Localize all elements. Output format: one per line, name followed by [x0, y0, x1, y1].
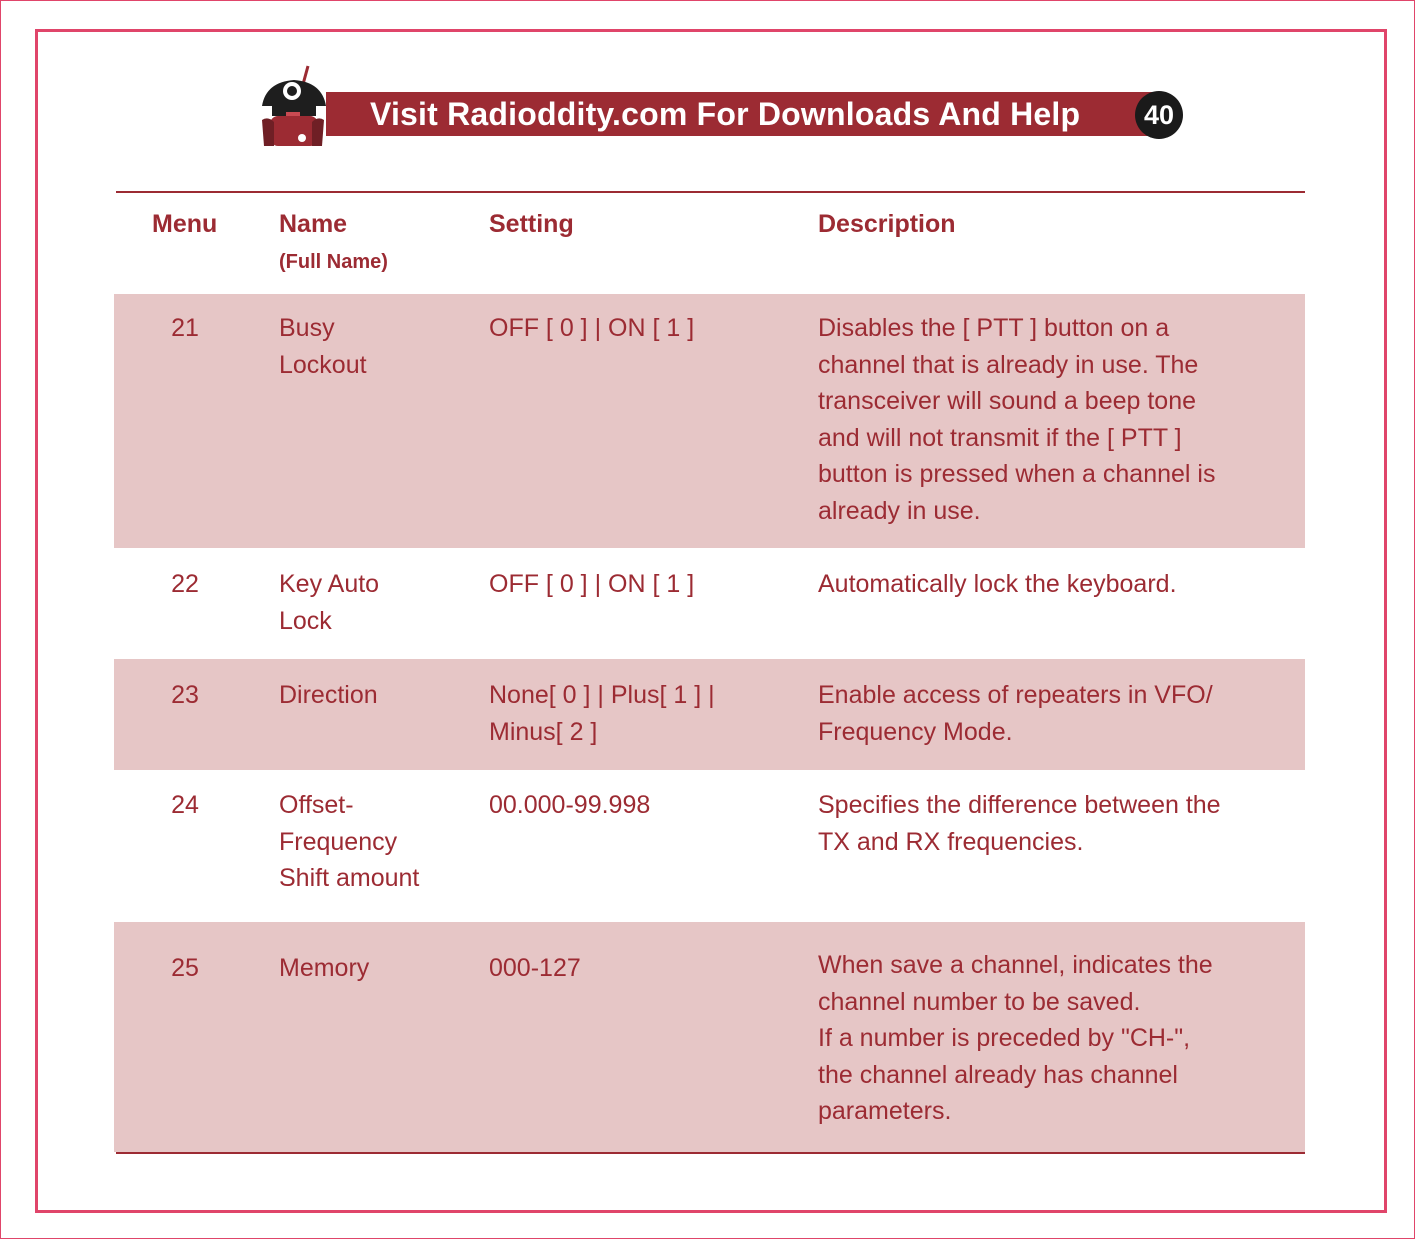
name-line: Key Auto [279, 570, 380, 598]
description-line: TX and RX frequencies. [818, 827, 1084, 856]
description-line: Disables the [ PTT ] button on a [818, 314, 1170, 342]
name-line: Direction [279, 681, 378, 709]
description-line: the channel already has channel [818, 1060, 1178, 1089]
description-line: Frequency Mode. [818, 717, 1013, 746]
description-line: channel that is already in use. The [818, 350, 1199, 379]
row-menu-number: 21 [171, 314, 199, 342]
setting-line: 00.000-99.998 [489, 791, 651, 819]
description-line: Enable access of repeaters in VFO/ [818, 681, 1213, 709]
description-line: Specifies the difference between the [818, 791, 1221, 819]
row-setting [489, 677, 809, 750]
robot-logo-icon [256, 62, 330, 150]
row-menu-number: 24 [171, 791, 199, 819]
description-line: channel number to be saved. [818, 987, 1141, 1016]
description-line: already in use. [818, 496, 981, 525]
page-number-badge: 40 [1135, 91, 1183, 139]
setting-line: 000-127 [489, 954, 581, 982]
row-description [818, 947, 1278, 1130]
row-description [818, 677, 1278, 750]
row-name [279, 310, 479, 383]
table-bottom-rule [116, 1152, 1305, 1154]
description-line: button is pressed when a channel is [818, 460, 1216, 489]
header-description: Description [818, 210, 956, 238]
table-row [114, 294, 1305, 548]
name-line: Memory [279, 954, 370, 982]
row-name [279, 950, 479, 987]
row-name [279, 566, 479, 639]
table-row [114, 770, 1305, 922]
name-line: Offset- [279, 791, 354, 819]
setting-line: OFF [ 0 ] | ON [ 1 ] [489, 314, 695, 342]
description-line: When save a channel, indicates the [818, 951, 1213, 979]
row-setting [489, 950, 809, 987]
header-setting: Setting [489, 210, 574, 238]
name-line: Lock [279, 606, 332, 635]
description-line: Automatically lock the keyboard. [818, 570, 1177, 598]
row-name [279, 677, 479, 714]
row-setting [489, 566, 809, 603]
setting-line: None[ 0 ] | Plus[ 1 ] | [489, 681, 715, 709]
description-line: parameters. [818, 1097, 952, 1126]
description-line: If a number is preceded by "CH-", [818, 1024, 1191, 1053]
header-name-sub: (Full Name) [279, 251, 388, 273]
row-description [818, 787, 1278, 860]
name-line: Frequency [279, 827, 398, 856]
table-row [114, 548, 1305, 659]
row-menu-number: 23 [171, 681, 199, 709]
banner-title: Visit Radioddity.com For Downloads And Help [370, 96, 1081, 132]
row-description [818, 566, 1278, 603]
setting-line: OFF [ 0 ] | ON [ 1 ] [489, 570, 695, 598]
description-line: and will not transmit if the [ PTT ] [818, 423, 1182, 452]
row-setting [489, 310, 809, 347]
name-line: Shift amount [279, 864, 420, 893]
name-line: Busy [279, 314, 335, 342]
name-line: Lockout [279, 350, 367, 379]
row-description [818, 310, 1278, 530]
header-name: Name [279, 210, 348, 238]
setting-line: Minus[ 2 ] [489, 717, 598, 746]
row-name [279, 787, 479, 897]
table-row [114, 659, 1305, 770]
table-row [114, 922, 1305, 1152]
row-menu-number: 25 [171, 954, 199, 982]
table-top-rule [116, 191, 1305, 193]
row-setting [489, 787, 809, 824]
description-line: transceiver will sound a beep tone [818, 387, 1197, 416]
row-menu-number: 22 [171, 570, 199, 598]
header-menu: Menu [152, 210, 218, 238]
